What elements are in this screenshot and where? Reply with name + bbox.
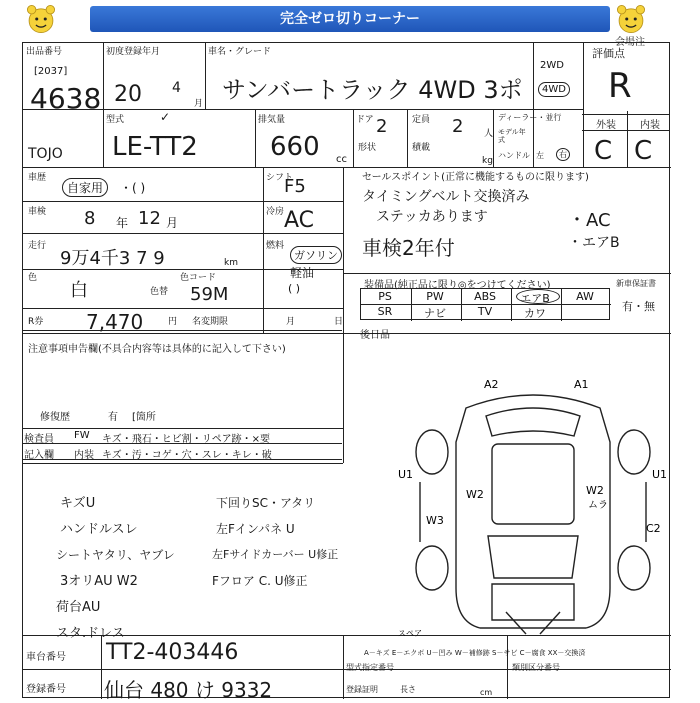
- inspection-month-unit: 月: [166, 216, 179, 230]
- equip-sr: SR: [377, 305, 393, 318]
- sales-side-1: ・AC: [568, 210, 611, 231]
- lot-number-label: 出品番号: [26, 47, 63, 57]
- lot-number: 4638: [30, 82, 102, 115]
- interior-items: キズ・汚・コゲ・穴・スレ・キレ・破: [102, 450, 272, 461]
- fuel-other: ( ): [288, 282, 301, 295]
- equip-airbag: エアB: [520, 292, 550, 305]
- mark-u1-left: U1: [398, 468, 414, 481]
- mileage-unit: km: [224, 258, 238, 268]
- category-paren: ・( ): [120, 181, 146, 195]
- car-name: サンバートラック 4WD 3ポ: [222, 76, 523, 104]
- mileage-value: 9万4千3 7 9: [60, 248, 165, 269]
- history-label: 後日品: [360, 330, 390, 341]
- capacity-value: 2: [452, 116, 464, 137]
- exterior-items: キズ・飛石・ヒビ割・リペア跡・×要: [102, 434, 270, 445]
- int-grade: C: [634, 136, 653, 166]
- interior-tag: 内装: [74, 450, 94, 461]
- warranty-label: 新車保証書: [616, 279, 656, 288]
- fuel-label: 燃料: [266, 241, 285, 251]
- category-label: 車歴: [28, 173, 47, 183]
- model-label: 型式: [106, 115, 125, 125]
- repair-history-label: 修復歴: [40, 412, 70, 423]
- equip-aw: AW: [576, 290, 594, 303]
- registration-value: 仙台 480 け 9332: [104, 678, 273, 702]
- diagram-legend: A－キズ E－エクボ U－凹み W－補修跡 S－サビ C－腐食 XX－交換済: [364, 649, 586, 657]
- mark-w2-right: W2: [586, 484, 604, 497]
- note-left-5: 荷台AU: [56, 600, 101, 615]
- ac-label: 冷房: [266, 207, 285, 217]
- mileage-label: 走行: [28, 241, 47, 251]
- model-year-label: モデル年式: [498, 128, 526, 144]
- displacement-unit: cc: [336, 154, 347, 165]
- score-label: 評価点: [592, 47, 625, 60]
- inspector-entry-label: 記入欄: [24, 450, 54, 461]
- recycle-unit: 円: [168, 317, 178, 327]
- fuel-diesel: 軽油: [290, 266, 315, 280]
- equip-ps: PS: [378, 290, 392, 303]
- color-code-label: 色コード: [180, 273, 217, 283]
- shift-value: F5: [284, 176, 306, 197]
- note-left-1: キズU: [60, 496, 96, 511]
- inspection-year: 8: [84, 208, 96, 229]
- equip-navi: ナビ: [424, 307, 446, 320]
- note-right-2: 左Fインパネ U: [216, 522, 295, 536]
- mark-mura: ムラ: [588, 500, 608, 511]
- name-change-month: 月: [286, 317, 296, 327]
- first-reg-month: 4: [172, 80, 181, 96]
- color-label: 色: [28, 273, 38, 283]
- capacity-unit: 人: [484, 129, 494, 139]
- mark-a2: A2: [484, 378, 499, 391]
- doors-label: ドア: [356, 115, 374, 125]
- note-left-6: スタ.ドレス: [56, 626, 125, 641]
- ext-label: 外装: [596, 120, 616, 131]
- displacement-value: 660: [270, 132, 320, 162]
- car-damage-diagram: [396, 372, 670, 648]
- ac-value: AC: [284, 208, 315, 233]
- model-check: ✓: [160, 110, 171, 124]
- car-name-label: 車名・グレード: [208, 47, 272, 57]
- notes-label: 注意事項申告欄(不具合内容等は具体的に記入して下さい): [28, 344, 286, 355]
- sales-point-1: タイミングベルト交換済み: [362, 189, 530, 205]
- drive-2wd: 2WD: [540, 60, 564, 71]
- dealer-label: ディーラー・並行: [498, 113, 562, 122]
- mark-a1: A1: [574, 378, 589, 391]
- mark-spare: スペア: [398, 629, 422, 638]
- repair-spot-label: [箇所: [132, 412, 156, 423]
- format-number-label: 型式指定番号: [346, 663, 394, 672]
- equip-pw: PW: [426, 290, 444, 303]
- exterior-tag: FW: [74, 430, 90, 441]
- lot-side-text: TOJO: [28, 146, 63, 162]
- equip-leather: カワ: [524, 307, 546, 320]
- note-left-3: シートヤタリ、ヤブレ: [56, 548, 175, 562]
- repair-history-value: 有: [108, 412, 118, 423]
- note-left-2: ハンドルスレ: [60, 522, 138, 537]
- int-label: 内装: [640, 120, 660, 131]
- length-unit: cm: [480, 688, 493, 697]
- shape-label: 形状: [358, 143, 377, 153]
- inspection-month: 12: [138, 208, 161, 229]
- shift-label: シフト: [266, 173, 294, 183]
- plate-label: 車台番号: [26, 652, 66, 663]
- color-value: 白: [70, 280, 88, 301]
- capacity-label: 定員: [412, 115, 431, 125]
- banner-title: 完全ゼロ切りコーナー: [90, 6, 610, 32]
- length-label: 長さ: [400, 685, 416, 694]
- warranty-value: 有・無: [622, 300, 655, 313]
- equipment-label: 装備品(純正品に限り◎をつけてください): [364, 280, 551, 291]
- category-number-label: 類別区分番号: [512, 663, 560, 672]
- recycle-label: R券: [28, 317, 44, 327]
- sales-point-2: ステッカあります: [376, 209, 488, 225]
- sales-points-label: セールスポイント(正常に機能するものに限ります): [362, 172, 589, 183]
- airbag-circle-mark: [516, 289, 560, 304]
- load-unit: kg: [482, 156, 493, 166]
- handle-left: 左: [536, 151, 544, 160]
- mark-c2: C2: [646, 522, 661, 535]
- mark-w2-left: W2: [466, 488, 484, 501]
- color-tone-label: 色替: [150, 287, 169, 297]
- plate-value: TT2-403446: [106, 640, 239, 665]
- first-reg-label: 初度登録年月: [106, 47, 161, 57]
- mark-w3: W3: [426, 514, 444, 527]
- first-reg-month-unit: 月: [194, 99, 204, 109]
- inspection-label: 車検: [28, 207, 47, 217]
- note-left-4: 3オリAU W2: [60, 574, 138, 589]
- reg-cert-label: 登録証明: [346, 685, 378, 694]
- bear-mascot-left-icon: [24, 2, 58, 36]
- registration-label: 登録番号: [26, 684, 66, 695]
- equip-tv: TV: [477, 305, 493, 318]
- displacement-label: 排気量: [258, 115, 286, 125]
- color-code: 59M: [190, 284, 229, 305]
- first-reg-year: 20: [114, 82, 142, 107]
- lot-code: [2037]: [34, 66, 68, 77]
- name-change-label: 名変期限: [192, 317, 229, 327]
- score-value: R: [608, 66, 632, 106]
- category-value: 自家用: [62, 178, 108, 197]
- sales-side-2: ・エアB: [568, 235, 620, 251]
- sales-point-3: 車検2年付: [362, 236, 455, 260]
- handle-label: ハンドル: [498, 151, 530, 160]
- drive-4wd: 4WD: [538, 82, 570, 97]
- load-label: 積載: [412, 143, 431, 153]
- inspection-year-unit: 年: [116, 216, 129, 230]
- bear-mascot-right-icon: [614, 2, 648, 36]
- inspector-label: 検査員: [24, 434, 54, 445]
- ext-grade: C: [594, 136, 613, 166]
- model-value: LE-TT2: [112, 132, 198, 162]
- note-right-1: 下回りSC・アタリ: [216, 496, 316, 510]
- doors-value: 2: [376, 116, 388, 137]
- note-right-4: Fフロア C. U修正: [212, 574, 308, 588]
- handle-right: 右: [556, 148, 570, 161]
- fuel-gasoline: ガソリン: [290, 246, 342, 264]
- mark-u1-right: U1: [652, 468, 668, 481]
- note-right-3: 左Fサイドカーバー U修正: [212, 548, 339, 561]
- recycle-value: 7,470: [86, 310, 144, 334]
- name-change-day: 日: [334, 317, 344, 327]
- equip-abs: ABS: [474, 290, 496, 303]
- corner-note: 会場注: [615, 37, 645, 48]
